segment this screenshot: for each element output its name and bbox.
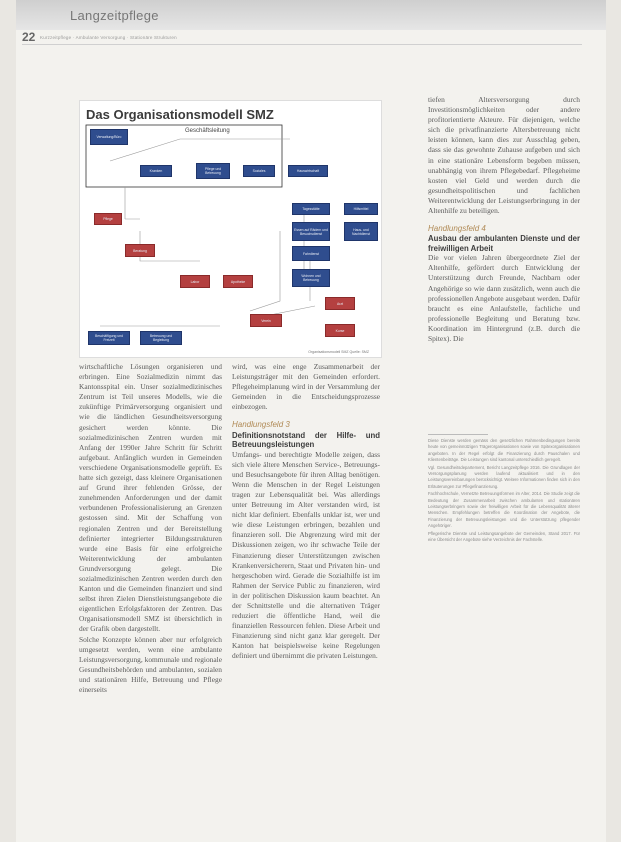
blue-right-1: Tagesstätte [292,203,330,215]
row1-box-1: Kranken [140,165,172,177]
col3-paragraph-1: tiefen Altersversorgung durch Investitionsmöglichkeiten oder andere profitorientierte Akteure. Für diejenigen, welche sich die privatfinanzierte Altersbetreuung nicht leisten können, kann dies zur Ausschlag geben, dass sie das gewohnte Zuhause aufgeben und sich in eine stationäre Lebensform begeben müssen, unabhängig von ihrem Pflegebedarf. Pflegeheime kosten viel Geld und werden durch die gesundheitspolitischen und fachlichen Weiterentwicklung der Leistungserbringung in der Altenhilfe zu beteiligen. [428,95,580,216]
footnote-3: Fachhochschule, Vernetzte Betreuungsformen im Alter, 2014. Die Studie zeigt die Bedeutung der Zusammenarbeit zwischen ambulanten und stationären Leistungserbringern sowie der freiwilligen Arbeit für die Lebensqualität älterer Menschen. Empfehlungen betreffen die Koordination der Angebote, die Finanzierung der Betreuungsleistungen und die Unterstützung pflegender Angehöriger. [428,491,580,529]
col1-paragraph-2: Solche Konzepte können aber nur erfolgreich umgesetzt werden, wenn eine ambulante Leistungsversorgung, kommunale und regionale Gesundheitsbehörden und ambulanten, sozialen und stationären Hilfe, Betreuung und Pflege einerseits [79,634,222,694]
footnotes [428,438,580,545]
footnote-2: Vgl. Gesundheitsdepartement, Bericht Langzeitpflege 2016. Die Grundlagen der Versorgungsplanung werden laufend aktualisiert und in den Leistungsvereinbarungen berücksichtigt. Weitere Informationen finden sich in den Erläuterungen zur Pflegefinanzierung. [428,464,580,489]
admin-box: Verwaltung/Büro [90,129,128,145]
section3-label: Handlungsfeld 3 [232,420,290,430]
text-column-1 [79,362,222,695]
footnote-rule [428,434,488,435]
blue-bottom-2: Betreuung und Begleitung [140,331,182,345]
section4-label: Handlungsfeld 4 [428,224,486,234]
section-title: Langzeitpflege [70,8,159,23]
footnote-4: Pflegerische Dienste und Leistungsangebote der Gemeinden, Stand 2017. Für eine Übersicht der Angebote siehe Verzeichnis der Fachstelle. [428,530,580,543]
red-box-arzt: Arzt [325,297,355,310]
blue-right-2: Hilfsmittel [344,203,378,215]
text-column-2 [232,362,380,662]
blue-right-5: Fahrdienst [292,246,330,261]
text-column-3 [428,95,580,344]
blue-right-4: Haus- und Nachtdienst [344,222,378,241]
blue-right-6: Wohnen und Betreuung [292,269,330,287]
col2-paragraph-1: wird, was eine enge Zusammenarbeit der Leistungsträger mit den Gemeinden erfordert. Pflegeheimplanung wird in der Versammlung der Gemeinden in die Entscheidungsprozesse einbezogen. [232,362,380,412]
section3-title: Definitionsnotstand der Hilfe- und Betreuungsleistungen [232,430,380,450]
footnote-1: Diese Dienste werden gemäss den gesetzlichen Rahmenbedingungen bereits heute von gemeinnützigen Trägerorganisationen sowie von Spitexorganisationen angeboten. In der Regel erfolgt die Finanzierung durch Pauschalen und Klientenbeiträge. Die Leistungen sind kantonal unterschiedlich geregelt. [428,438,580,463]
org-diagram [79,100,382,358]
section3-text: Umfangs- und berechtigte Modelle zeigen, dass sich viele ältere Menschen Service-, Betreuungs- und Besuchsangebote für ihren Alltag benötigen. Wenn die Menschen in der Regel Leistungen tragen zur Lebensqualität bei. Was allerdings unter Betreuung im Alter verstanden wird, ist nicht klar definiert. Ebenfalls unklar ist, wer und wie diese Leistungen erbringen, bezahlen und finanzieren soll. Die Abgrenzung wird mit der Diskussionen zeigen, wo ihr schwache Teile der Finanzierung dieser Unterstützungen zwischen Krankenversicherern, Staat und Privaten hin- und hergeschoben wird. Gerade die Sozialhilfe ist im Rahmen der Service Public zu finanzieren, wird in der politischen Diskussion kaum beachtet. An der Schnittstelle und die alternativen Träger reduziert die öffentliche Hand, weil die finanziellen Ressourcen fehlen. Diese Arbeit und Finanzierung sind nicht ganz klar geregelt. Der Kanton hat beispielsweise keine Regelungen definiert und übernimmt die privaten Leistungen. [232,449,380,661]
red-box-apotheke: Apotheke [223,275,253,288]
page-number: 22 [22,30,36,44]
row1-box-2: Pflege und Betreuung [196,163,230,179]
section4-title: Ausbau der ambulanten Dienste und der freiwilligen Arbeit [428,234,580,253]
red-box-kurse: Kurse [325,324,355,337]
red-box-labor: Labor [180,275,210,288]
red-box-pflege: Pflege [94,213,122,225]
header-rule [22,44,582,45]
running-line: Kurzzeitpflege · Ambulante Versorgung · Stationäre Strukturen [40,35,177,40]
red-box-beratung: Beratung [125,244,155,257]
row1-box-3: Soziales [243,165,275,177]
blue-right-3: Essen auf Rädern und Besuchsdienst [292,222,330,241]
red-box-verein: Verein [250,314,282,327]
diagram-title: Das Organisationsmodell SMZ [86,107,274,122]
management-label: Geschäftsleitung [185,128,230,134]
blue-bottom-1: Beschäftigung und Freizeit [88,331,130,345]
section4-text: Die vor vielen Jahren übergeordnete Ziel der Altenhilfe, gefördert durch Entwicklung der Unterstützung durch Freunde, Nachbarn oder Angehörige so wie dann zusätzlich, wenn auch die professionellen Angebote ausgebaut werden. Dafür braucht es eine Anlaufstelle, fachliche und professionelle Begleitung und Beratung bzw. Koordination im Hintergrund (z.B. durch die Spitex). Die [428,253,580,343]
diagram-source: Organisationsmodell SMZ Quelle: SMZ [308,350,369,354]
col1-paragraph-1: wirtschaftliche Lösungen organisieren und erbringen. Eine Sozialmedizin nimmt das Kantonsspital ein. Unser sozialmedizinisches Zentrum ist Teil unseres Modells, wie die zukünftige Primärversorgung organisiert und wie die ländlichen Gesundheitsversorgung gesichert werden könnte. Die sozialmedizinischen Zentren wurden mit Anfang der 1990er Jahre Schritt für Schritt aufgebaut. Anfänglich wurden in Gemeinden verschiedene Organisationsmodelle geprüft. Es hatte sich gezeigt, dass kleinere Organisationen auf Grund ihrer fehlenden Grösse, der zunehmenden Anforderungen und der damit verbundenen Professionalisierung an Grenzen gestossen sind. Mit der Schaffung von regionalen Zentren und der Bereitstellung definierter integrierter Bildungsstrukturen wurde eine Basis für eine erfolgreiche Weiterentwicklung der ambulanten Grundversorgung gelegt. Die sozialmedizinischen Zentren werden durch den Kanton und die Gemeinden finanziert und sind selbst ihren Zielen Dienstleistungsangebote die eigentlichen Erfolgsfaktoren der Zentren. Das Organisationsmodell SMZ ist übersichtlich in der Grafik oben dargestellt. [79,362,222,634]
row1-box-4: Hauswirtschaft [288,165,328,177]
